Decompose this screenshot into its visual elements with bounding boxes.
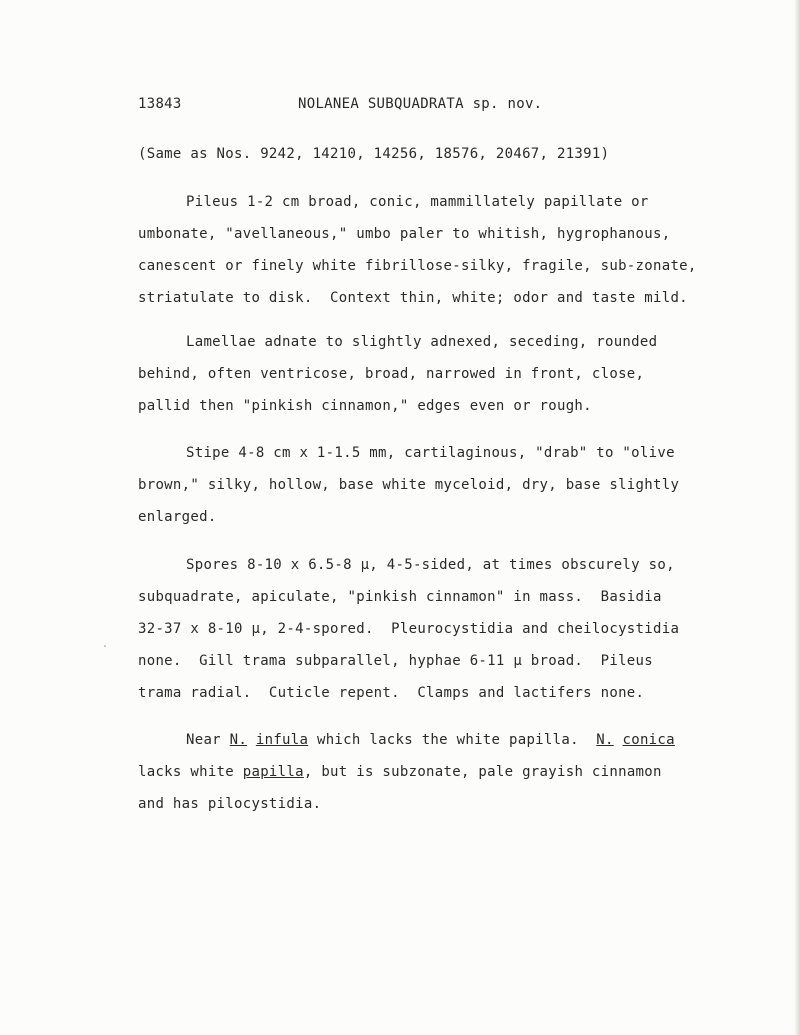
text-line: Pileus 1-2 cm broad, conic, mammillately papillate or <box>186 194 649 210</box>
text-line: striatulate to disk. Context thin, white; odor and taste mild. <box>138 290 688 306</box>
scan-speck <box>104 645 106 647</box>
text-line: behind, often ventricose, broad, narrowed in front, close, <box>138 366 645 382</box>
text-line: canescent or finely white fibrillose-silky, fragile, sub-zonate, <box>138 258 697 274</box>
comparison-paragraph <box>138 724 748 820</box>
text-run <box>614 732 623 748</box>
genus-abbrev: N. <box>596 732 614 748</box>
text-line: Lamellae adnate to slightly adnexed, seceding, rounded <box>186 334 658 350</box>
text-line <box>138 724 748 756</box>
text-line: and has pilocystidia. <box>138 796 322 812</box>
text-line: umbonate, "avellaneous," umbo paler to whitish, hygrophanous, <box>138 226 671 242</box>
text-line: subquadrate, apiculate, "pinkish cinnamon" in mass. Basidia <box>138 589 662 605</box>
text-line <box>138 756 748 788</box>
pileus-paragraph <box>138 186 748 314</box>
text-line: pallid then "pinkish cinnamon," edges even or rough. <box>138 398 592 414</box>
text-run: , but is subzonate, pale grayish cinnamon <box>303 764 662 780</box>
text-line: Stipe 4-8 cm x 1-1.5 mm, cartilaginous, "drab" to "olive <box>186 445 675 461</box>
text-run: Near <box>186 732 230 748</box>
species-epithet: infula <box>255 732 309 748</box>
species-title: NOLANEA SUBQUADRATA sp. nov. <box>298 96 543 112</box>
text-line: Spores 8-10 x 6.5-8 μ, 4-5-sided, at times obscurely so, <box>186 557 675 573</box>
text-line: trama radial. Cuticle repent. Clamps and lactifers none. <box>138 685 645 701</box>
text-line: none. Gill trama subparallel, hyphae 6-11 μ broad. Pileus <box>138 653 653 669</box>
genus-abbrev: N. <box>229 732 248 748</box>
text-run <box>247 732 256 748</box>
underlined-term: papilla <box>242 764 304 780</box>
document-header <box>138 96 760 116</box>
text-line: enlarged. <box>138 509 217 525</box>
text-run: lacks white <box>138 764 243 780</box>
collection-number: 13843 <box>138 96 182 112</box>
text-line: 32-37 x 8-10 μ, 2-4-spored. Pleurocystidia and cheilocystidia <box>138 621 680 637</box>
text-run: which lacks the white papilla. <box>308 732 597 748</box>
species-epithet: conica <box>622 732 675 748</box>
page-edge-shadow <box>794 0 800 1035</box>
same-as-note: (Same as Nos. 9242, 14210, 14256, 18576, 20467, 21391) <box>138 146 610 162</box>
lamellae-paragraph <box>138 326 748 422</box>
spores-paragraph <box>138 549 748 709</box>
stipe-paragraph <box>138 437 748 533</box>
text-line: brown," silky, hollow, base white myceloid, dry, base slightly <box>138 477 680 493</box>
